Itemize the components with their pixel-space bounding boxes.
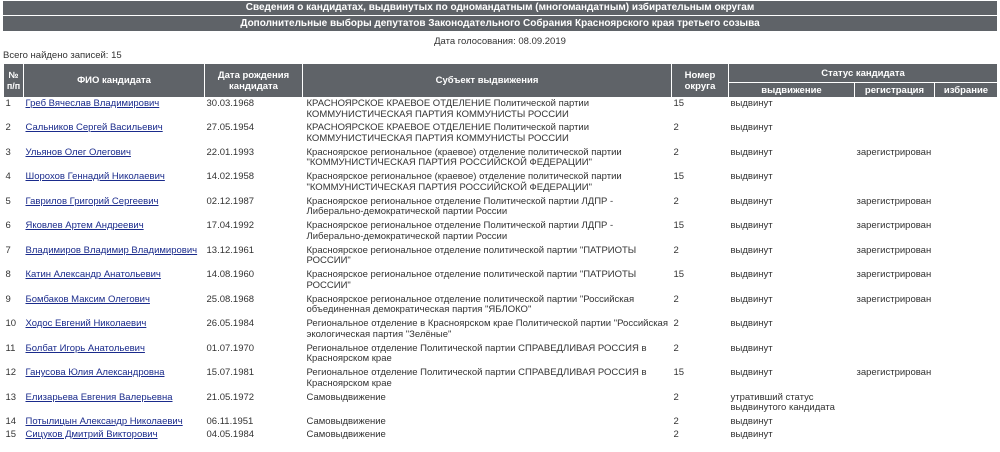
cell-name: [24, 367, 205, 392]
table-row: [4, 220, 998, 245]
candidate-link[interactable]: Ганусова Юлия Александровна: [25, 367, 165, 378]
cell-election: [935, 294, 998, 319]
cell-birth: 30.03.1968: [206, 98, 255, 109]
cell-registration: [855, 98, 935, 123]
cell-subject: Красноярское региональное отделение политической партии "ПАТРИОТЫ РОССИИ": [306, 269, 637, 291]
table-row: [4, 294, 998, 319]
cell-election: [935, 392, 998, 417]
cell-nomination: выдвинут: [730, 416, 773, 427]
cell-subject: Самовыдвижение: [306, 428, 386, 440]
cell-nomination: выдвинут: [730, 293, 773, 305]
cell-nomination: выдвинут: [730, 220, 773, 231]
table-row: [4, 147, 998, 172]
cell-num: 11: [5, 342, 16, 354]
cell-subject: Самовыдвижение: [306, 391, 386, 403]
candidate-link[interactable]: Гаврилов Григорий Сергеевич: [25, 195, 159, 207]
cell-subject: Региональное отделение Политической партии СПРАВЕДЛИВАЯ РОССИЯ в Красноярском крае: [306, 342, 647, 364]
cell-nomination: выдвинут: [730, 367, 773, 378]
cell-election: [935, 122, 998, 147]
table-row: [4, 122, 998, 147]
cell-birth: 06.11.1951: [206, 416, 254, 427]
cell-election: [935, 343, 998, 368]
cell-election: [935, 171, 998, 196]
cell-subject: Самовыдвижение: [306, 416, 386, 427]
cell-district: 2: [673, 428, 679, 440]
cell-registration: зарегистрирован: [856, 195, 932, 207]
cell-election: [935, 318, 998, 343]
cell-subject: Красноярское региональное (краевое) отделение политической партии "КОММУНИСТИЧЕСКАЯ ПАРТИЯ РОССИЙСКОЙ ФЕДЕРАЦИИ": [306, 171, 622, 193]
cell-district: 15: [673, 269, 685, 280]
cell-registration: [855, 171, 935, 196]
vote-date: Дата голосования: 08.09.2019: [434, 36, 566, 47]
table-row: [4, 196, 998, 221]
cell-registration: [855, 392, 935, 417]
cell-nomination: утративший статус выдвинутого кандидата: [730, 391, 835, 413]
cell-district: 2: [673, 416, 679, 427]
table-row: [4, 392, 998, 417]
cell-name: [24, 220, 205, 245]
cell-subject: Региональное отделение в Красноярском крае Политической партии "Российская экологическая партия "Зелёные": [306, 318, 668, 340]
candidate-link[interactable]: Потылицын Александр Николаевич: [25, 416, 183, 427]
cell-district: 15: [673, 98, 685, 109]
cell-name: [24, 318, 205, 343]
cell-registration: зарегистрирован: [856, 367, 932, 378]
cell-election: [935, 269, 998, 294]
candidate-link[interactable]: Сицуков Дмитрий Викторович: [25, 428, 158, 440]
cell-birth: 15.07.1981: [206, 367, 255, 378]
cell-birth: 04.05.1984: [206, 428, 255, 440]
table-row: [4, 429, 998, 442]
cell-registration: [855, 343, 935, 368]
cell-num: 6: [5, 220, 11, 231]
cell-birth: 14.02.1958: [206, 171, 255, 182]
cell-subject: Красноярское региональное отделение политической партии "ПАТРИОТЫ РОССИИ": [306, 244, 637, 266]
cell-subject: Региональное отделение Политической партии СПРАВЕДЛИВАЯ РОССИЯ в Красноярском крае: [306, 367, 647, 389]
col-header-registration: регистрация: [855, 83, 935, 98]
cell-num: 2: [5, 122, 11, 133]
cell-num: 5: [5, 195, 11, 207]
cell-nomination: выдвинут: [730, 318, 773, 329]
table-row: [4, 367, 998, 392]
cell-nomination: выдвинут: [730, 244, 773, 256]
cell-registration: зарегистрирован: [856, 293, 932, 305]
cell-birth: 21.05.1972: [206, 391, 255, 403]
cell-election: [935, 367, 998, 392]
col-header-status: Статус кандидата: [729, 64, 998, 83]
cell-birth: 13.12.1961: [206, 244, 255, 256]
cell-num: 8: [5, 269, 11, 280]
cell-subject: КРАСНОЯРСКОЕ КРАЕВОЕ ОТДЕЛЕНИЕ Политической партии КОММУНИСТИЧЕСКАЯ ПАРТИЯ КОММУНИСТЫ РОССИИ: [306, 98, 590, 120]
cell-district: 15: [673, 220, 685, 231]
candidate-link[interactable]: Болбат Игорь Анатольевич: [25, 342, 145, 354]
cell-birth: 17.04.1992: [206, 220, 255, 231]
cell-subject: Красноярское региональное отделение Политической партии ЛДПР - Либерально-демократической партии России: [306, 220, 614, 242]
candidate-link[interactable]: Елизарьева Евгения Валерьевна: [25, 391, 173, 403]
col-header-election: избрание: [935, 83, 998, 98]
cell-num: 14: [5, 416, 17, 427]
cell-district: 2: [673, 391, 679, 403]
cell-registration: зарегистрирован: [856, 269, 932, 280]
cell-nomination: выдвинут: [730, 171, 773, 182]
cell-subject: Красноярское региональное отделение политической партии "Российская объединенная демократическая партия "ЯБЛОКО": [306, 293, 635, 315]
cell-district: 2: [673, 293, 679, 305]
cell-subject: Красноярское региональное (краевое) отделение политической партии "КОММУНИСТИЧЕСКАЯ ПАРТИЯ РОССИЙСКОЙ ФЕДЕРАЦИИ": [306, 146, 622, 168]
table-row: [4, 98, 998, 123]
cell-district: 2: [673, 318, 679, 329]
table-row: [4, 245, 998, 270]
cell-nomination: выдвинут: [730, 122, 773, 133]
candidate-link[interactable]: Ульянов Олег Олегович: [25, 146, 131, 158]
cell-name: [24, 269, 205, 294]
cell-election: [935, 196, 998, 221]
cell-subject: Красноярское региональное отделение Политической партии ЛДПР - Либерально-демократической партии России: [306, 195, 614, 217]
records-found: Всего найдено записей: 15: [3, 50, 122, 61]
cell-birth: 26.05.1984: [206, 318, 255, 329]
table-row: [4, 171, 998, 196]
table-row: [4, 318, 998, 343]
col-header-district: Номер округа: [672, 64, 729, 98]
cell-birth: 22.01.1993: [206, 146, 255, 158]
candidate-link[interactable]: Владимиров Владимир Владимирович: [25, 244, 198, 256]
table-row: [4, 416, 998, 429]
cell-district: 15: [673, 171, 685, 182]
cell-district: 2: [673, 244, 679, 256]
cell-election: [935, 147, 998, 172]
cell-num: 7: [5, 244, 11, 256]
col-header-subject: Субъект выдвижения: [303, 64, 672, 98]
cell-birth: 01.07.1970: [206, 342, 255, 354]
cell-district: 2: [673, 122, 679, 133]
candidates-table: [3, 63, 998, 441]
cell-election: [935, 245, 998, 270]
candidate-link[interactable]: Ходос Евгений Николаевич: [25, 318, 147, 329]
cell-birth: 14.08.1960: [206, 269, 255, 280]
cell-name: [24, 245, 205, 270]
col-header-num: № п/п: [4, 64, 24, 98]
table-row: [4, 343, 998, 368]
cell-name: [24, 429, 205, 442]
candidate-link[interactable]: Бомбаков Максим Олегович: [25, 293, 150, 305]
cell-name: [24, 416, 205, 429]
cell-num: 12: [5, 367, 17, 378]
cell-birth: 02.12.1987: [206, 195, 255, 207]
cell-election: [935, 220, 998, 245]
cell-nomination: выдвинут: [730, 428, 773, 440]
cell-birth: 25.08.1968: [206, 293, 255, 305]
report-title: Сведения о кандидатах, выдвинутых по одномандатным (многомандатным) избирательным округам: [3, 1, 997, 15]
election-title: Дополнительные выборы депутатов Законодательного Собрания Красноярского края третьего созыва: [3, 16, 997, 31]
candidate-link[interactable]: Греб Вячеслав Владимирович: [25, 98, 160, 109]
cell-num: 10: [5, 318, 17, 329]
table-row: [4, 269, 998, 294]
cell-name: [24, 98, 205, 123]
cell-name: [24, 147, 205, 172]
cell-name: [24, 196, 205, 221]
cell-name: [24, 343, 205, 368]
col-header-nomination: выдвижение: [729, 83, 855, 98]
cell-election: [935, 416, 998, 429]
cell-nomination: выдвинут: [730, 195, 773, 207]
col-header-name: ФИО кандидата: [24, 64, 205, 98]
cell-num: 3: [5, 146, 11, 158]
cell-name: [24, 294, 205, 319]
candidate-link[interactable]: Яковлев Артем Андреевич: [25, 220, 144, 231]
cell-district: 2: [673, 195, 679, 207]
cell-registration: [855, 429, 935, 442]
cell-name: [24, 171, 205, 196]
cell-num: 15: [5, 428, 17, 440]
cell-num: 13: [5, 391, 17, 403]
cell-nomination: выдвинут: [730, 98, 773, 109]
cell-registration: зарегистрирован: [856, 220, 932, 231]
col-header-birth: Дата рождения кандидата: [205, 64, 303, 98]
cell-registration: [855, 122, 935, 147]
cell-nomination: выдвинут: [730, 269, 773, 280]
cell-registration: зарегистрирован: [856, 244, 932, 256]
cell-election: [935, 429, 998, 442]
cell-registration: [855, 318, 935, 343]
cell-registration: зарегистрирован: [856, 146, 932, 158]
cell-district: 15: [673, 367, 685, 378]
cell-subject: КРАСНОЯРСКОЕ КРАЕВОЕ ОТДЕЛЕНИЕ Политической партии КОММУНИСТИЧЕСКАЯ ПАРТИЯ КОММУНИСТЫ РОССИИ: [306, 122, 590, 144]
cell-num: 4: [5, 171, 11, 182]
cell-registration: [855, 416, 935, 429]
candidate-link[interactable]: Сальников Сергей Васильевич: [25, 122, 163, 133]
cell-nomination: выдвинут: [730, 342, 773, 354]
candidate-link[interactable]: Шорохов Геннадий Николаевич: [25, 171, 165, 182]
cell-birth: 27.05.1954: [206, 122, 255, 133]
cell-election: [935, 98, 998, 123]
candidate-link[interactable]: Катин Александр Анатольевич: [25, 269, 161, 280]
cell-nomination: выдвинут: [730, 146, 773, 158]
cell-district: 2: [673, 146, 679, 158]
cell-name: [24, 392, 205, 417]
cell-district: 2: [673, 342, 679, 354]
cell-num: 9: [5, 293, 11, 305]
cell-name: [24, 122, 205, 147]
cell-num: 1: [5, 98, 11, 109]
